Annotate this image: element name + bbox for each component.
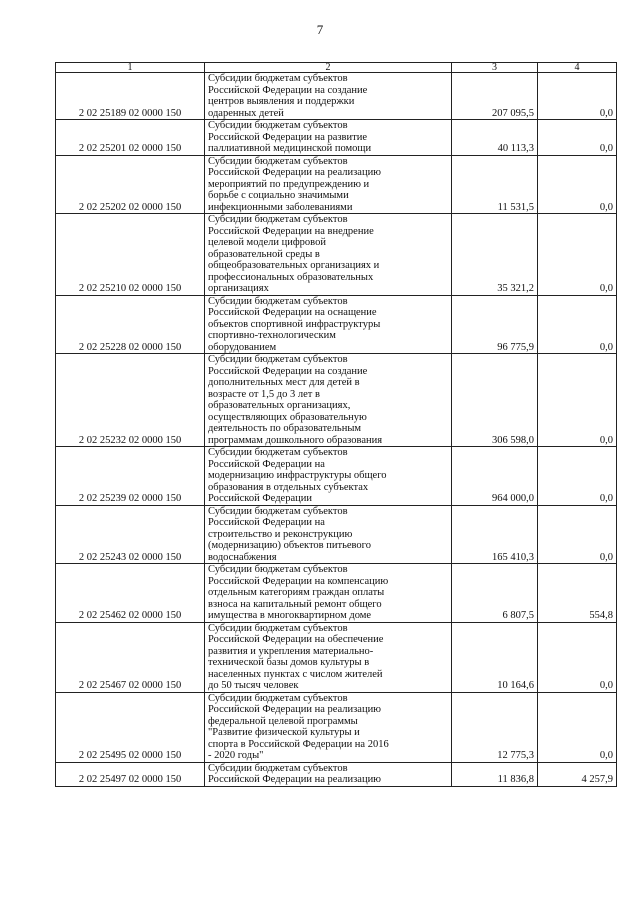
amount-col3: 964 000,0: [452, 447, 538, 506]
column-header-3: 3: [452, 63, 538, 73]
budget-code: 2 02 25497 02 0000 150: [56, 762, 205, 786]
table-row: [56, 692, 617, 762]
table-row: [56, 564, 617, 623]
subsidy-name: Субсидии бюджетам субъектов Российской Федерации на оснащение объектов спортивной инфраструктуры спортивно-технологическим оборудованием: [205, 295, 452, 354]
subsidy-name: Субсидии бюджетам субъектов Российской Федерации на развитие паллиативной медицинской помощи: [205, 120, 452, 156]
amount-col3: 96 775,9: [452, 295, 538, 354]
budget-code: 2 02 25495 02 0000 150: [56, 692, 205, 762]
amount-col3: 10 164,6: [452, 622, 538, 692]
amount-col4: 0,0: [538, 505, 617, 564]
column-header-1: 1: [56, 63, 205, 73]
amount-col4: 4 257,9: [538, 762, 617, 786]
amount-col3: 40 113,3: [452, 120, 538, 156]
subsidy-name: Субсидии бюджетам субъектов Российской Федерации на строительство и реконструкцию (модернизацию) объектов питьевого водоснабжения: [205, 505, 452, 564]
amount-col4: 0,0: [538, 214, 617, 296]
budget-code: 2 02 25243 02 0000 150: [56, 505, 205, 564]
amount-col3: 165 410,3: [452, 505, 538, 564]
table-row: [56, 73, 617, 120]
amount-col4: 0,0: [538, 120, 617, 156]
amount-col4: 0,0: [538, 447, 617, 506]
amount-col4: 0,0: [538, 692, 617, 762]
page-number: 7: [316, 22, 324, 37]
subsidy-name: Субсидии бюджетам субъектов Российской Федерации на реализацию мероприятий по предупреждению и борьбе с социально значимыми инфекционными заболеваниями: [205, 155, 452, 214]
subsidy-name: Субсидии бюджетам субъектов Российской Федерации на компенсацию отдельным категориям граждан оплаты взноса на капитальный ремонт общего имущества в многоквартирном доме: [205, 564, 452, 623]
budget-code: 2 02 25189 02 0000 150: [56, 73, 205, 120]
amount-col3: 306 598,0: [452, 354, 538, 447]
table-row: [56, 295, 617, 354]
amount-col4: 0,0: [538, 155, 617, 214]
subsidy-name: Субсидии бюджетам субъектов Российской Федерации на создание дополнительных мест для детей в возрасте от 1,5 до 3 лет в образовательных организациях, осуществляющих образовательную деятельность по образовательным программам дошкольного образования: [205, 354, 452, 447]
amount-col3: 6 807,5: [452, 564, 538, 623]
amount-col3: 11 531,5: [452, 155, 538, 214]
amount-col4: 0,0: [538, 622, 617, 692]
budget-code: 2 02 25201 02 0000 150: [56, 120, 205, 156]
column-header-2: 2: [205, 63, 452, 73]
amount-col3: 207 095,5: [452, 73, 538, 120]
table-row: [56, 505, 617, 564]
table-header-row: [56, 63, 617, 73]
budget-code: 2 02 25462 02 0000 150: [56, 564, 205, 623]
amount-col3: 35 321,2: [452, 214, 538, 296]
budget-table: [55, 62, 617, 787]
amount-col4: 0,0: [538, 354, 617, 447]
budget-code: 2 02 25467 02 0000 150: [56, 622, 205, 692]
amount-col3: 11 836,8: [452, 762, 538, 786]
subsidy-name: Субсидии бюджетам субъектов Российской Федерации на обеспечение развития и укрепления материально- технической базы домов культуры в населенных пунктах с числом жителей до 50 тысяч человек: [205, 622, 452, 692]
budget-code: 2 02 25210 02 0000 150: [56, 214, 205, 296]
column-header-4: 4: [538, 63, 617, 73]
table-row: [56, 214, 617, 296]
table-row: [56, 762, 617, 786]
subsidy-name: Субсидии бюджетам субъектов Российской Федерации на модернизацию инфраструктуры общего образования в отдельных субъектах Российской Федерации: [205, 447, 452, 506]
budget-code: 2 02 25232 02 0000 150: [56, 354, 205, 447]
table-row: [56, 447, 617, 506]
subsidy-name: Субсидии бюджетам субъектов Российской Федерации на внедрение целевой модели цифровой образовательной среды в общеобразовательных организациях и профессиональных образовательных организациях: [205, 214, 452, 296]
table-row: [56, 354, 617, 447]
budget-code: 2 02 25239 02 0000 150: [56, 447, 205, 506]
subsidy-name: Субсидии бюджетам субъектов Российской Федерации на реализацию федеральной целевой программы "Развитие физической культуры и спорта в Российской Федерации на 2016 - 2020 годы": [205, 692, 452, 762]
amount-col4: 0,0: [538, 73, 617, 120]
table-row: [56, 622, 617, 692]
table-row: [56, 120, 617, 156]
table-row: [56, 155, 617, 214]
budget-code: 2 02 25202 02 0000 150: [56, 155, 205, 214]
subsidy-name: Субсидии бюджетам субъектов Российской Федерации на создание центров выявления и поддержки одаренных детей: [205, 73, 452, 120]
budget-code: 2 02 25228 02 0000 150: [56, 295, 205, 354]
amount-col3: 12 775,3: [452, 692, 538, 762]
subsidy-name: Субсидии бюджетам субъектов Российской Федерации на реализацию: [205, 762, 452, 786]
amount-col4: 0,0: [538, 295, 617, 354]
amount-col4: 554,8: [538, 564, 617, 623]
